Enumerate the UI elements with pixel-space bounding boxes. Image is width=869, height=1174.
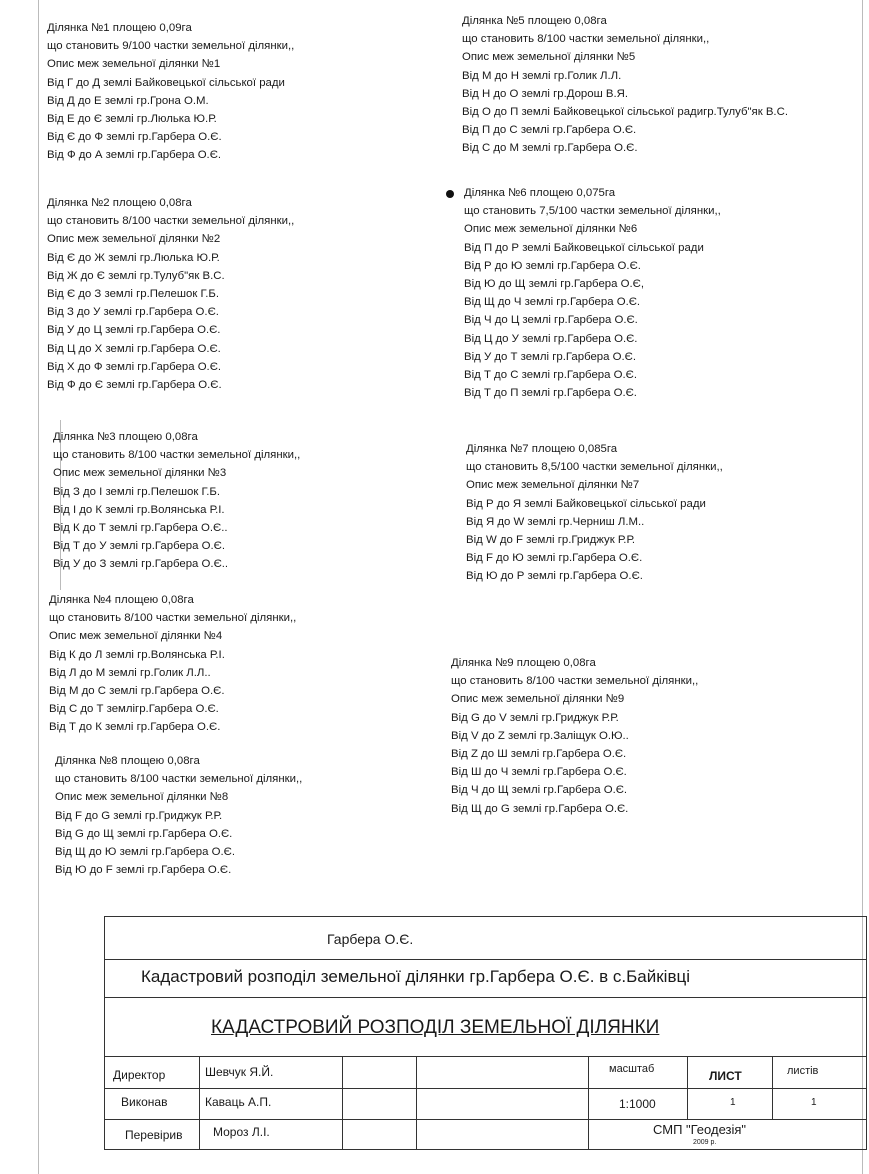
boundary-line: Від Д до Е землі гр.Грона О.М. (47, 94, 209, 107)
boundary-line: Від Ф до Є землі гр.Гарбера О.Є. (47, 379, 222, 392)
boundary-line: Від Ч до Ц землі гр.Гарбера О.Є. (464, 314, 638, 327)
boundary-line: Від Щ до Ч землі гр.Гарбера О.Є. (464, 296, 641, 309)
boundary-line: Від Л до М землі гр.Голик Л.Л.. (49, 666, 211, 679)
plot-heading: Ділянка №8 площею 0,08га (55, 755, 200, 767)
title-block (104, 916, 867, 1150)
plot-share: що становить 8,5/100 частки земельної ділянки,, (466, 461, 723, 474)
boundary-line: Від Р до Ю землі гр.Гарбера О.Є. (464, 259, 641, 272)
plot-share: що становить 8/100 частки земельної ділянки,, (49, 612, 297, 625)
title-block-column-line (416, 1056, 417, 1149)
boundary-line: Від Т до У землі гр.Гарбера О.Є. (53, 540, 226, 553)
boundary-line: Від О до П землі Байковецької сільської радигр.Тулуб"як В.С. (462, 106, 788, 119)
role-director-name: Шевчук Я.Й. (205, 1065, 274, 1079)
boundary-line: Від Ж до Є землі гр.Тулуб"як В.С. (47, 269, 225, 282)
boundary-line: Від Ц до Х землі гр.Гарбера О.Є. (47, 342, 221, 355)
organization-year: 2009 р. (693, 1139, 717, 1146)
boundary-line: Від Ф до А землі гр.Гарбера О.Є. (47, 149, 222, 162)
title-block-divider (105, 1088, 866, 1089)
boundary-line: Від П до С землі гр.Гарбера О.Є. (462, 124, 637, 137)
boundary-line: Від F до Ю землі гр.Гарбера О.Є. (466, 552, 643, 565)
boundary-line: Від Ц до У землі гр.Гарбера О.Є. (464, 332, 638, 345)
boundary-line: Від М до Н землі гр.Голик Л.Л. (462, 69, 622, 82)
sheets-label: листів (787, 1065, 819, 1077)
plot-share: що становить 8/100 частки земельної ділянки,, (451, 675, 699, 688)
sheet-label: ЛИСТ (709, 1069, 742, 1083)
boundary-line: Від Щ до G землі гр.Гарбера О.Є. (451, 802, 629, 815)
role-checker-label: Перевірив (125, 1128, 183, 1142)
plot-6-description (464, 184, 721, 402)
boundary-line: Від Т до П землі гр.Гарбера О.Є. (464, 387, 637, 400)
title-block-column-line (687, 1056, 688, 1119)
title-block-divider (105, 997, 866, 998)
boundary-line: Від Є до Ф землі гр.Гарбера О.Є. (47, 131, 222, 144)
boundary-line: Від У до Ц землі гр.Гарбера О.Є. (47, 324, 221, 337)
plot-2-description (47, 194, 294, 394)
boundary-line: Від Г до Д землі Байковецької сільської ради (47, 76, 285, 89)
boundary-line: Від W до F землі гр.Гриджук Р.Р. (466, 534, 636, 547)
plot-3-description (53, 428, 300, 574)
plot-8-description (55, 752, 302, 879)
boundary-line: Від П до Р землі Байковецької сільської ради (464, 241, 704, 254)
organization-name: СМП "Геодезія" (653, 1122, 747, 1137)
sheet-value: 1 (730, 1097, 736, 1108)
boundary-line: Від Ю до Щ землі гр.Гарбера О.Є, (464, 278, 644, 291)
bullet-mark (446, 190, 454, 198)
plot-1-description (47, 19, 294, 165)
plot-heading: Ділянка №2 площею 0,08га (47, 197, 192, 209)
scan-artifact-line (38, 0, 39, 1174)
boundary-line: Від Я до W землі гр.Черниш Л.М.. (466, 515, 645, 528)
boundary-line: Від С до Т землігр.Гарбера О.Є. (49, 703, 219, 716)
role-executor-name: Каваць А.П. (205, 1095, 272, 1109)
title-block-column-line (342, 1056, 343, 1149)
role-executor-label: Виконав (121, 1095, 168, 1109)
boundary-line: Від К до Т землі гр.Гарбера О.Є.. (53, 522, 228, 535)
boundary-line: Від У до Т землі гр.Гарбера О.Є. (464, 350, 637, 363)
sheets-value: 1 (811, 1097, 817, 1108)
plot-heading: Ділянка №1 площею 0,09га (47, 22, 192, 34)
boundary-line: Від Х до Ф землі гр.Гарбера О.Є. (47, 360, 222, 373)
plot-boundary-title: Опис меж земельної ділянки №3 (53, 467, 227, 480)
owner-name: Гарбера О.Є. (327, 931, 414, 947)
title-block-divider (105, 1056, 866, 1057)
boundary-line: Від Ю до Р землі гр.Гарбера О.Є. (466, 570, 643, 583)
boundary-line: Від V до Z землі гр.Заліщук О.Ю.. (451, 729, 629, 742)
plot-boundary-title: Опис меж земельної ділянки №9 (451, 693, 625, 706)
plot-boundary-title: Опис меж земельної ділянки №1 (47, 58, 221, 71)
plot-heading: Ділянка №3 площею 0,08га (53, 431, 198, 443)
boundary-line: Від G до Щ землі гр.Гарбера О.Є. (55, 827, 233, 840)
boundary-line: Від Ю до F землі гр.Гарбера О.Є. (55, 864, 232, 877)
plot-boundary-title: Опис меж земельної ділянки №2 (47, 233, 221, 246)
plot-heading: Ділянка №9 площею 0,08га (451, 657, 596, 669)
role-checker-name: Мороз Л.І. (213, 1125, 270, 1139)
boundary-line: Від З до І землі гр.Пелешок Г.Б. (53, 485, 221, 498)
boundary-line: Від Щ до Ю землі гр.Гарбера О.Є. (55, 846, 235, 859)
plot-9-description (451, 654, 698, 818)
boundary-line: Від Т до К землі гр.Гарбера О.Є. (49, 721, 221, 734)
plot-heading: Ділянка №5 площею 0,08га (462, 15, 607, 27)
title-block-divider (105, 1119, 866, 1120)
plot-4-description (49, 591, 296, 737)
plot-boundary-title: Опис меж земельної ділянки №6 (464, 223, 638, 236)
boundary-line: Від К до Л землі гр.Волянська Р.І. (49, 648, 225, 661)
boundary-line: Від Є до Ж землі гр.Люлька Ю.Р. (47, 251, 220, 264)
boundary-line: Від У до З землі гр.Гарбера О.Є.. (53, 558, 229, 571)
plot-7-description (466, 440, 723, 586)
plot-boundary-title: Опис меж земельної ділянки №4 (49, 630, 223, 643)
boundary-line: Від Ш до Ч землі гр.Гарбера О.Є. (451, 766, 627, 779)
boundary-line: Від Р до Я землі Байковецької сільської ради (466, 497, 706, 510)
plot-heading: Ділянка №6 площею 0,075га (464, 187, 616, 199)
boundary-line: Від М до С землі гр.Гарбера О.Є. (49, 685, 225, 698)
boundary-line: Від З до У землі гр.Гарбера О.Є. (47, 306, 219, 319)
plot-5-description (462, 12, 788, 158)
plot-heading: Ділянка №4 площею 0,08га (49, 594, 194, 606)
plot-share: що становить 7,5/100 частки земельної ділянки,, (464, 205, 721, 218)
title-block-column-line (199, 1056, 200, 1149)
boundary-line: Від F до G землі гр.Гриджук Р.Р. (55, 809, 223, 822)
boundary-line: Від Т до С землі гр.Гарбера О.Є. (464, 369, 637, 382)
title-block-column-line (588, 1056, 589, 1149)
plot-boundary-title: Опис меж земельної ділянки №5 (462, 51, 636, 64)
title-block-column-line (772, 1056, 773, 1119)
plot-heading: Ділянка №7 площею 0,085га (466, 443, 618, 455)
boundary-line: Від С до М землі гр.Гарбера О.Є. (462, 142, 638, 155)
plot-boundary-title: Опис меж земельної ділянки №7 (466, 479, 640, 492)
title-block-divider (105, 959, 866, 960)
boundary-line: Від Н до О землі гр.Дорош В.Я. (462, 87, 629, 100)
plot-share: що становить 8/100 частки земельної ділянки,, (462, 33, 710, 46)
plot-boundary-title: Опис меж земельної ділянки №8 (55, 791, 229, 804)
plot-share: що становить 8/100 частки земельної ділянки,, (55, 773, 303, 786)
boundary-line: Від G до V землі гр.Гриджук Р.Р. (451, 711, 619, 724)
boundary-line: Від Є до З землі гр.Пелешок Г.Б. (47, 288, 220, 301)
boundary-line: Від Е до Є землі гр.Люлька Ю.Р. (47, 113, 217, 126)
scale-label: масштаб (609, 1063, 655, 1075)
role-director-label: Директор (113, 1068, 166, 1082)
plot-share: що становить 8/100 частки земельної ділянки,, (47, 215, 295, 228)
plot-share: що становить 9/100 частки земельної ділянки,, (47, 40, 295, 53)
scale-value: 1:1000 (619, 1097, 656, 1111)
boundary-line: Від І до К землі гр.Волянська Р.І. (53, 503, 225, 516)
drawing-subject: Кадастровий розподіл земельної ділянки гр.Гарбера О.Є. в с.Байківці (141, 967, 691, 986)
drawing-title: КАДАСТРОВИЙ РОЗПОДІЛ ЗЕМЕЛЬНОЇ ДІЛЯНКИ (211, 1017, 660, 1038)
boundary-line: Від Z до Ш землі гр.Гарбера О.Є. (451, 748, 627, 761)
boundary-line: Від Ч до Щ землі гр.Гарбера О.Є. (451, 784, 628, 797)
plot-share: що становить 8/100 частки земельної ділянки,, (53, 449, 301, 462)
